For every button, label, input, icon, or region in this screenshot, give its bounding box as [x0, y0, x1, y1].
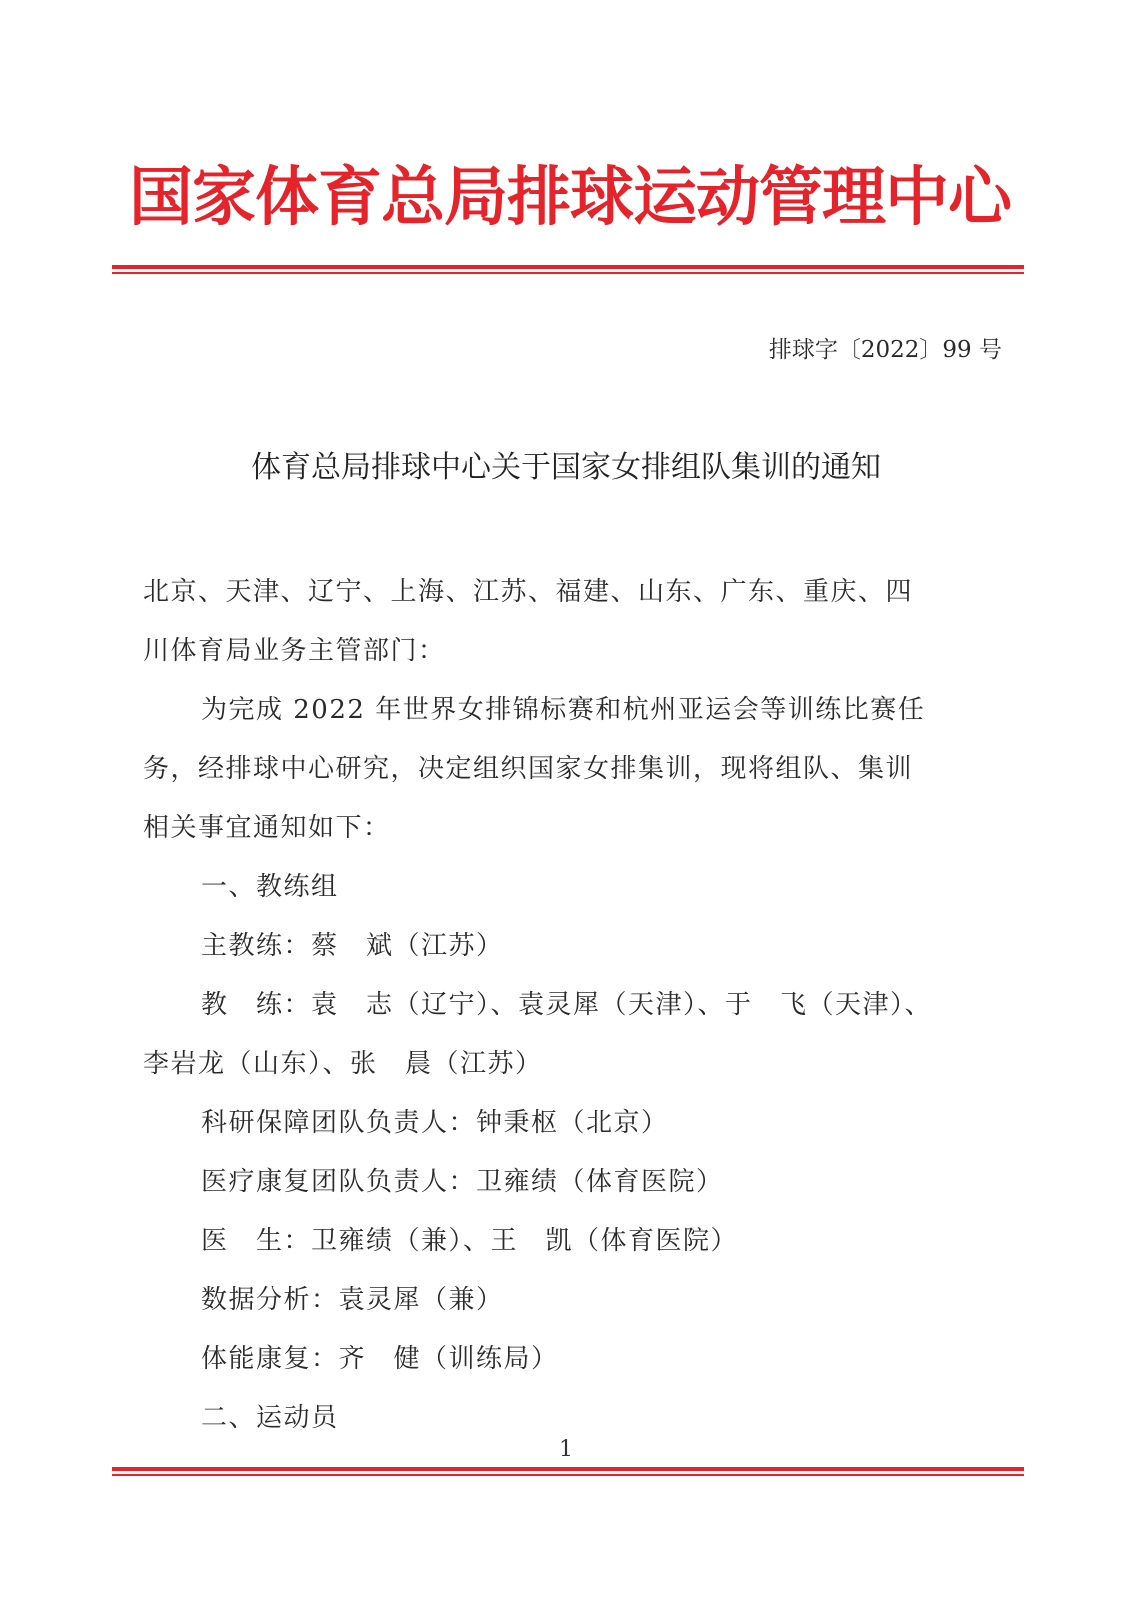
document-number: 排球字〔2022〕99 号	[768, 337, 1002, 363]
document-body	[143, 563, 993, 1448]
research-lead-line: 科研保障团队负责人：钟秉枢（北京）	[201, 1108, 669, 1138]
head-coach-line: 主教练：蔡 斌（江苏）	[201, 931, 504, 961]
recipients-line-1: 北京、天津、辽宁、上海、江苏、福建、山东、广东、重庆、四	[143, 577, 914, 607]
data-analysis-line: 数据分析：袁灵犀（兼）	[201, 1285, 504, 1315]
footer-rule-thick	[112, 1467, 1024, 1471]
intro-line-1: 为完成 2022 年世界女排锦标赛和杭州亚运会等训练比赛任	[201, 695, 926, 725]
header-rule-thick	[112, 265, 1024, 269]
page-number: 1	[559, 1437, 573, 1462]
document-title: 体育总局排球中心关于国家女排组队集训的通知	[251, 450, 881, 485]
fitness-line: 体能康复：齐 健（训练局）	[201, 1344, 559, 1374]
section-2-heading: 二、运动员	[201, 1403, 339, 1433]
section-1-heading: 一、教练组	[201, 872, 339, 902]
intro-line-3: 相关事宜通知如下：	[143, 813, 391, 843]
recipients-line-2: 川体育局业务主管部门：	[143, 636, 446, 666]
doctors-line: 医 生：卫雍绩（兼）、王 凯（体育医院）	[201, 1226, 739, 1256]
header-rule-thin	[112, 272, 1024, 274]
intro-line-2: 务，经排球中心研究，决定组织国家女排集训，现将组队、集训	[143, 754, 914, 784]
org-name-header: 国家体育总局排球运动管理中心	[129, 160, 1011, 235]
footer-rule-thin	[112, 1474, 1024, 1476]
coaches-line-1: 教 练：袁 志（辽宁）、袁灵犀（天津）、于 飞（天津）、	[201, 990, 933, 1020]
coaches-line-2: 李岩龙（山东）、张 晨（江苏）	[143, 1049, 543, 1079]
medical-lead-line: 医疗康复团队负责人：卫雍绩（体育医院）	[201, 1167, 724, 1197]
